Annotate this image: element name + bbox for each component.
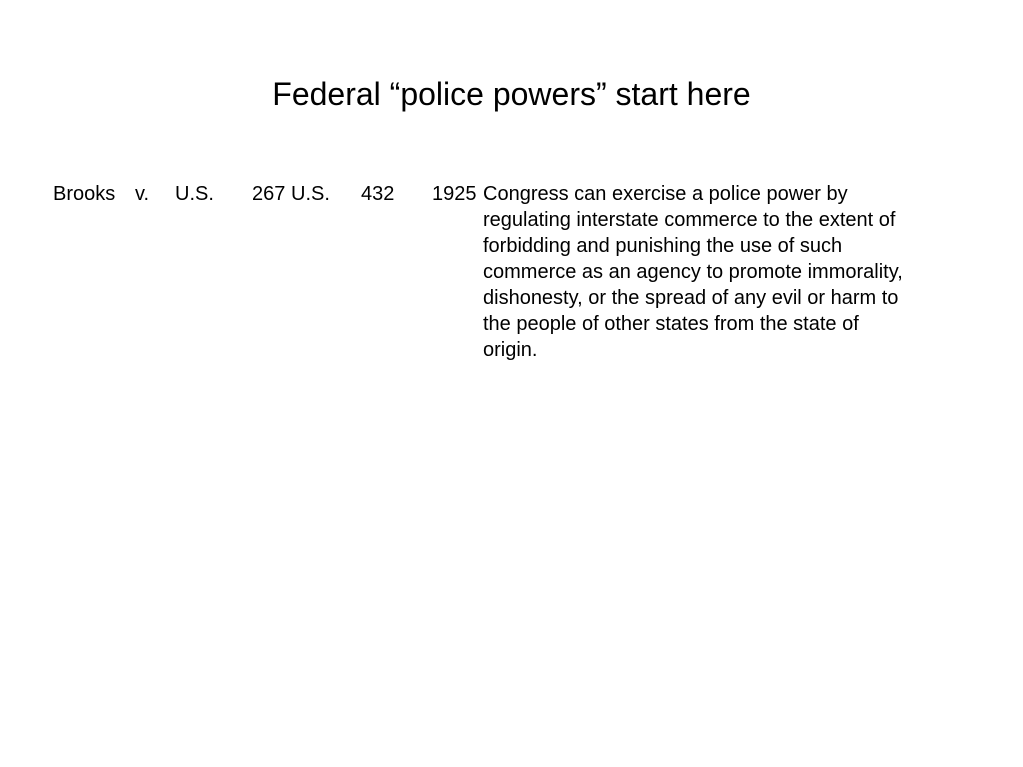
citation-page: 432 <box>361 183 395 205</box>
case-party: U.S. <box>175 183 214 205</box>
citation-reporter: U.S. <box>291 183 330 205</box>
citation-volume: 267 <box>252 183 286 205</box>
case-year: 1925 <box>432 183 477 205</box>
slide-title: Federal “police powers” start here <box>272 76 751 112</box>
case-versus: v. <box>135 183 150 205</box>
case-holding: Congress can exercise a police power by regulating interstate commerce to the extent of forbidding and punishing the use of such commerce as an agency to promote immorality, dishonesty, or the spread of any evil or harm to the people of other states from the state of origin. <box>483 183 903 361</box>
case-name: Brooks <box>53 183 116 205</box>
